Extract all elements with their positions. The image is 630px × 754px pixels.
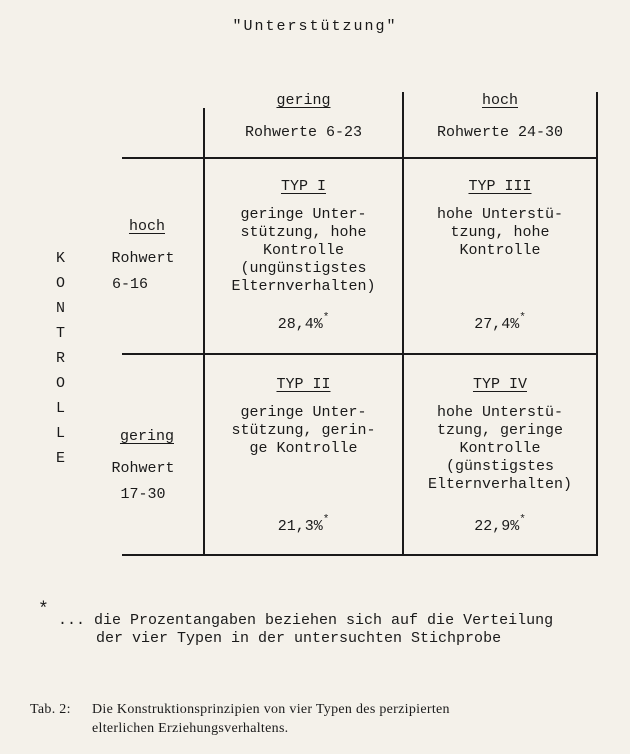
cell-desc-line: stützung, hohe — [240, 224, 367, 241]
axis-letter: L — [56, 400, 66, 417]
axis-letter: O — [56, 275, 66, 292]
column-header-hoch: hoch — [481, 92, 518, 109]
caption-line2: elterlichen Erziehungsverhaltens. — [92, 721, 289, 736]
page-title: "Unterstützung" — [232, 18, 398, 35]
cell-percent-typ4 — [404, 514, 596, 535]
grid-hline-middle — [122, 353, 598, 355]
asterisk-icon: * — [519, 312, 526, 324]
cell-title: TYP I — [280, 178, 326, 195]
column-range-gering: Rohwerte 6-23 — [244, 124, 363, 141]
row-range-gering-line1: Rohwert — [111, 460, 175, 477]
cell-desc-line: tzung, geringe — [436, 422, 564, 439]
row-header-gering: gering — [119, 428, 174, 445]
column-range-hoch: Rohwerte 24-30 — [436, 124, 564, 141]
axis-letter: K — [56, 250, 66, 267]
column-header-gering: gering — [276, 92, 331, 109]
grid-vline-right — [596, 92, 598, 556]
row-range-hoch-line1: Rohwert — [111, 250, 175, 267]
caption-line1: Die Konstruktionsprinzipien von vier Typen des perzipierten — [92, 702, 450, 717]
cell-desc-line: geringe Unter- — [240, 404, 367, 421]
asterisk-icon: * — [322, 312, 330, 324]
cell-desc-line: Elternverhalten) — [427, 476, 573, 493]
asterisk-icon: * — [519, 514, 526, 526]
cell-desc-line: hohe Unterstü- — [436, 404, 564, 421]
cell-desc-line: hohe Unterstü- — [436, 206, 564, 223]
cell-typ2 — [205, 376, 402, 458]
axis-letter: N — [56, 300, 66, 317]
axis-letter: L — [56, 425, 66, 442]
row-header-hoch: hoch — [128, 218, 165, 235]
percent-value: 21,3% — [277, 518, 323, 535]
cell-desc-line: ge Kontrolle — [249, 440, 358, 457]
grid-hline-top — [122, 157, 598, 159]
cell-desc-line: Elternverhalten) — [231, 278, 376, 295]
cell-title: TYP IV — [472, 376, 527, 393]
cell-title: TYP III — [468, 178, 532, 195]
grid-hline-bottom — [122, 554, 598, 556]
cell-percent-typ1 — [205, 312, 402, 333]
percent-value: 22,9% — [474, 518, 520, 535]
footnote-line2: der vier Typen in der untersuchten Stichprobe — [96, 630, 502, 647]
cell-title: TYP II — [276, 376, 331, 393]
row-range-hoch-line2: 6-16 — [111, 276, 148, 293]
footnote-mark: * — [38, 600, 49, 620]
cell-desc-line: Kontrolle — [459, 440, 541, 457]
cell-desc-line: (günstigstes — [445, 458, 555, 475]
axis-letter: E — [56, 450, 66, 467]
cell-percent-typ3 — [404, 312, 596, 333]
percent-value: 27,4% — [474, 316, 520, 333]
cell-desc-line: tzung, hohe — [450, 224, 550, 241]
cell-typ1 — [205, 178, 402, 296]
asterisk-icon: * — [322, 514, 330, 526]
cell-percent-typ2 — [205, 514, 402, 535]
percent-value: 28,4% — [277, 316, 323, 333]
cell-typ3 — [404, 178, 596, 260]
cell-desc-line: Kontrolle — [459, 242, 541, 259]
cell-desc-line: Kontrolle — [262, 242, 344, 259]
cell-desc-line: stützung, gerin- — [231, 422, 376, 439]
axis-letter: R — [56, 350, 66, 367]
caption-label: Tab. 2: — [30, 702, 71, 717]
cell-typ4 — [404, 376, 596, 494]
footnote-line1: ... die Prozentangaben beziehen sich auf die Verteilung — [58, 612, 554, 629]
axis-letter: T — [56, 325, 66, 342]
row-range-gering-line2: 17-30 — [120, 486, 166, 503]
row-axis-label — [56, 250, 70, 475]
cell-desc-line: (ungünstigstes — [240, 260, 367, 277]
cell-desc-line: geringe Unter- — [240, 206, 367, 223]
axis-letter: O — [56, 375, 66, 392]
